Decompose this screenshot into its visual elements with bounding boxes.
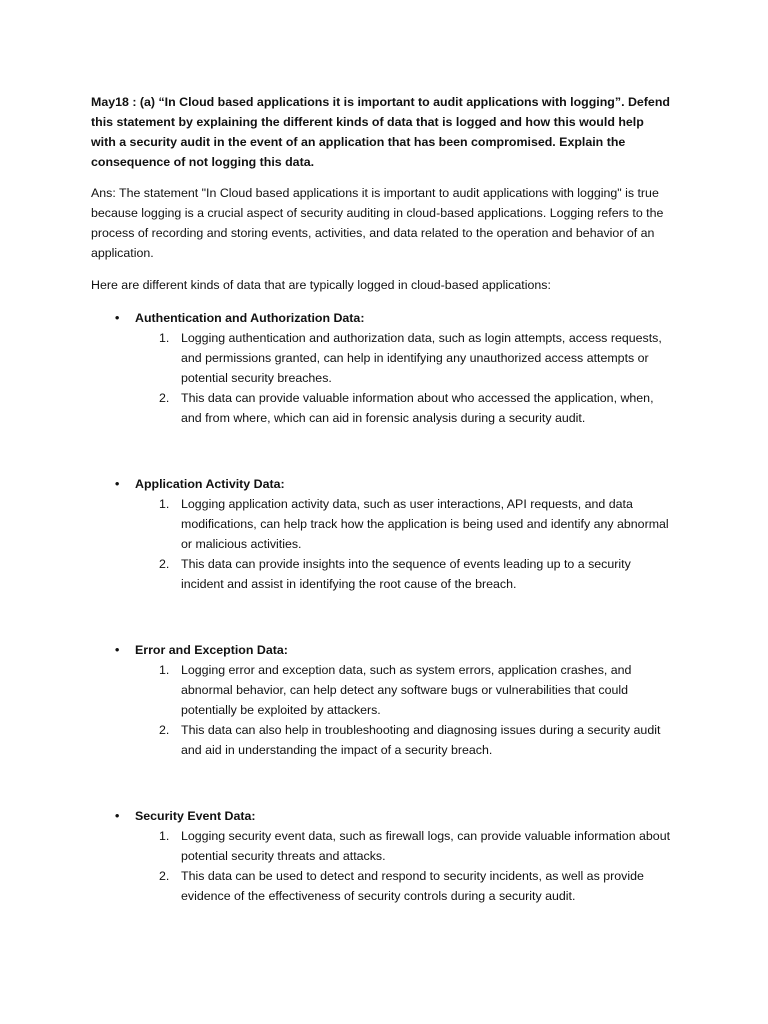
section-heading	[91, 474, 672, 494]
numbered-list	[91, 494, 672, 594]
section-authentication	[91, 308, 672, 428]
numbered-list	[91, 826, 672, 906]
section-spacer	[91, 760, 672, 806]
section-heading-text: Security Event Data:	[135, 809, 256, 823]
bullet-icon: •	[115, 809, 120, 823]
list-item	[91, 494, 672, 554]
list-item	[91, 720, 672, 760]
section-heading	[91, 640, 672, 660]
bullet-icon: •	[115, 477, 120, 491]
list-item-text: This data can be used to detect and respond to security incidents, as well as provide evidence of the effectiveness of security controls during a security audit.	[181, 869, 644, 903]
list-item-number: 1.	[159, 497, 170, 511]
list-item-text: This data can provide valuable information about who accessed the application, when, and from where, which can aid in forensic analysis during a security audit.	[181, 391, 654, 425]
answer-paragraph: Ans: The statement "In Cloud based applications it is important to audit applications with logging" is true because logging is a crucial aspect of security auditing in cloud-based applications. Logging refers to the process of recording and storing events, activities, and data related to the operation and behavior of an application.	[91, 186, 664, 260]
list-item	[91, 554, 672, 594]
list-item	[91, 388, 672, 428]
list-item-text: Logging authentication and authorization data, such as login attempts, access requests, and permissions granted, can help in identifying any unauthorized access attempts or potential security breaches.	[181, 331, 662, 385]
list-item-number: 2.	[159, 391, 170, 405]
list-item-number: 1.	[159, 829, 170, 843]
section-error-exception	[91, 640, 672, 760]
numbered-list	[91, 660, 672, 760]
list-item	[91, 866, 672, 906]
numbered-list	[91, 328, 672, 428]
list-item-number: 1.	[159, 663, 170, 677]
list-item-text: Logging error and exception data, such as system errors, application crashes, and abnormal behavior, can help detect any software bugs or vulnerabilities that could potentially be exploited by attackers.	[181, 663, 632, 717]
list-item-text: Logging application activity data, such as user interactions, API requests, and data modifications, can help track how the application is being used and identify any abnormal or malicious activities.	[181, 497, 669, 551]
intro-paragraph: Here are different kinds of data that are typically logged in cloud-based applications:	[91, 278, 551, 292]
section-spacer	[91, 594, 672, 640]
section-application-activity	[91, 474, 672, 594]
section-security-event	[91, 806, 672, 906]
list-item-text: This data can also help in troubleshooting and diagnosing issues during a security audit and aid in understanding the impact of a security breach.	[181, 723, 661, 757]
list-item-number: 2.	[159, 723, 170, 737]
section-spacer	[91, 428, 672, 474]
list-item	[91, 660, 672, 720]
list-item-text: Logging security event data, such as firewall logs, can provide valuable information about potential security threats and attacks.	[181, 829, 671, 863]
question-paragraph: May18 : (a) “In Cloud based applications it is important to audit applications with logging”. Defend this statement by explaining the different kinds of data that is logged and how this would help with a security audit in the event of an application that has been compromised. Explain the consequence of not logging this data.	[91, 95, 670, 169]
bullet-icon: •	[115, 311, 120, 325]
section-heading-text: Authentication and Authorization Data:	[135, 311, 365, 325]
list-item-number: 2.	[159, 557, 170, 571]
list-item	[91, 328, 672, 388]
section-heading	[91, 806, 672, 826]
section-heading	[91, 308, 672, 328]
list-item-number: 2.	[159, 869, 170, 883]
section-heading-text: Error and Exception Data:	[135, 643, 288, 657]
list-item-text: This data can provide insights into the sequence of events leading up to a security incident and assist in identifying the root cause of the breach.	[181, 557, 631, 591]
section-heading-text: Application Activity Data:	[135, 477, 285, 491]
list-item-number: 1.	[159, 331, 170, 345]
list-item	[91, 826, 672, 866]
bullet-icon: •	[115, 643, 120, 657]
